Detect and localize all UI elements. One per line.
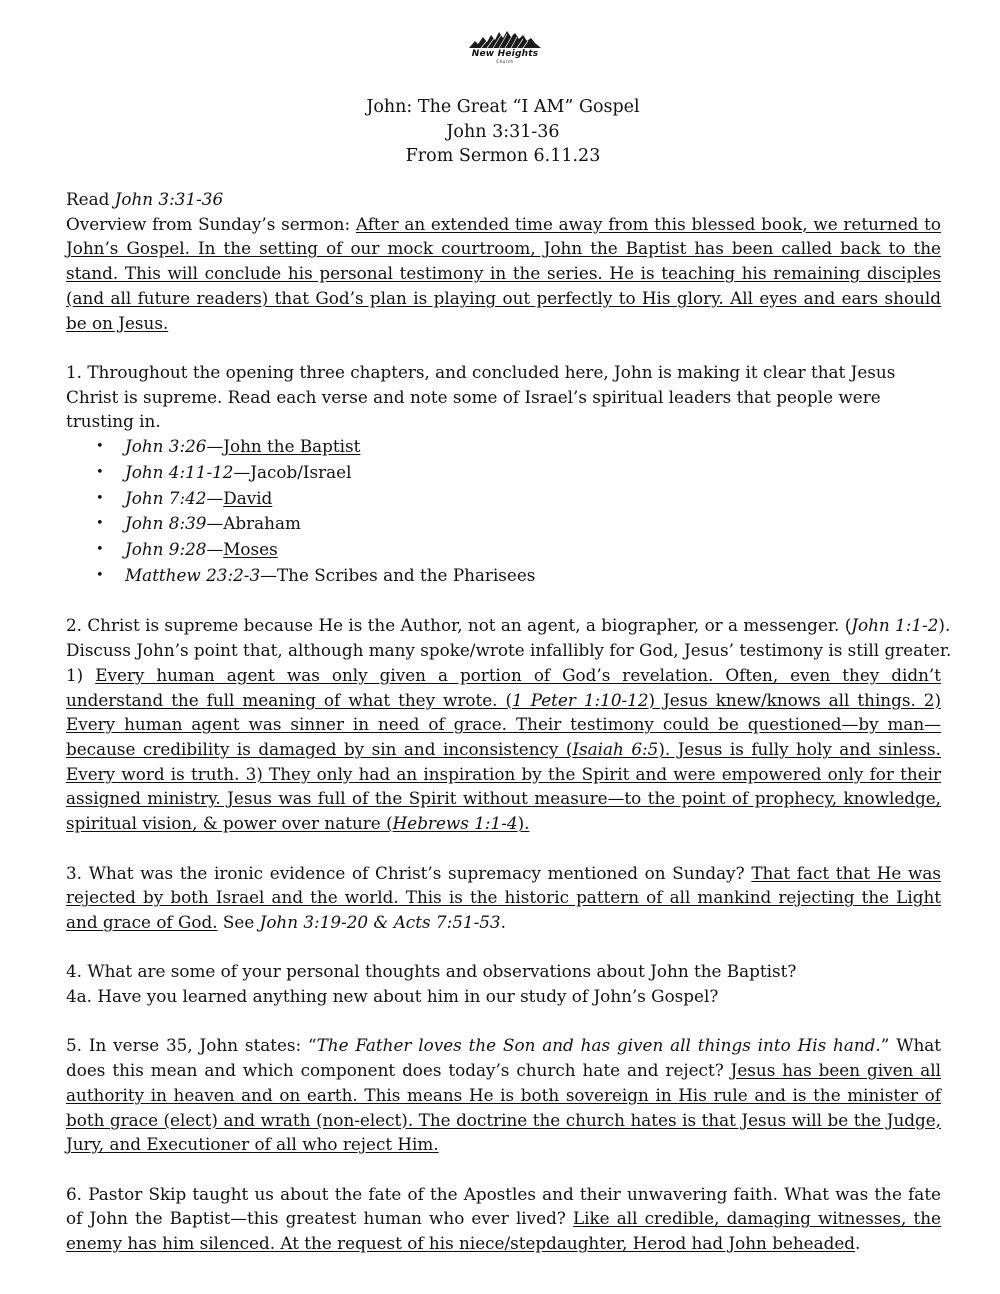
logo-subtitle: Church xyxy=(496,59,514,64)
verse-dash: — xyxy=(260,565,277,585)
mountain-logo-icon xyxy=(469,30,541,48)
reference: Isaiah 6:5 xyxy=(572,739,659,759)
verse-reference: John 9:28 xyxy=(125,539,207,560)
period: . xyxy=(500,911,506,932)
question-4 xyxy=(66,959,941,1008)
question-4a-text: 4a. Have you learned anything new about him in our study of John’s Gospel? xyxy=(66,986,719,1006)
overview-answer: After an extended time away from this blessed book, we returned to John’s Gospel. In the setting of our mock courtroom, John the Baptist has been called back to the stand. This will conclude his personal testimony in the series. He is teaching his remaining disciples (and all future readers) that God’s plan is playing out perfectly to His glory. All eyes and ears should be on Jesus. xyxy=(66,213,941,333)
question-2-line-1 xyxy=(66,613,951,638)
verse-answer: The Scribes and the Pharisees xyxy=(276,565,536,585)
question-4-text: 4. What are some of your personal thoughts and observations about John the Baptist? xyxy=(66,961,797,982)
question-2-text: 2. Christ is supreme because He is the Author, not an agent, a biographer, or a messenger. ( xyxy=(66,615,852,636)
verse-answer: Moses xyxy=(223,539,278,560)
read-reference: John 3:31-36 xyxy=(114,189,224,209)
document-passage: John 3:31-36 xyxy=(446,121,560,142)
bullet-icon: • xyxy=(96,568,104,583)
question-5 xyxy=(66,1033,941,1157)
bullet-icon: • xyxy=(96,516,104,532)
question-6-answer: Like all credible, damaging witnesses, the enemy has him silenced. At the request of his niece/stepdaughter, Herod had John beheaded xyxy=(66,1208,941,1253)
verse-dash: — xyxy=(206,539,224,560)
bullet-icon: • xyxy=(96,439,104,455)
list-item xyxy=(66,537,941,563)
verse-dash: — xyxy=(206,513,224,534)
verse-answer: John the Baptist xyxy=(223,436,361,457)
question-1 xyxy=(66,360,941,589)
document-source: From Sermon 6.11.23 xyxy=(405,146,601,166)
verse-answer: David xyxy=(223,487,273,508)
question-5-text: 5. In verse 35, John states: “ xyxy=(66,1035,317,1056)
document-header xyxy=(0,95,1000,169)
see-references: John 3:19-20 & Acts 7:51-53 xyxy=(259,911,501,932)
question-2-line-2: Discuss John’s point that, although many spoke/wrote infallibly for God, Jesus’ testimony is still greater. xyxy=(66,640,952,661)
question-2 xyxy=(66,613,952,835)
list-item xyxy=(66,486,941,512)
answer-text: ). Jesus is fully holy and sinless. Every word is truth. 3) They only had an inspiration by the Spirit and were empowered only for their assigned ministry. Jesus was full of the Spirit without measure—to the point of prophecy, knowledge, spiritual vision, & power over nature ( xyxy=(66,739,941,834)
verse-reference: John 4:11-12 xyxy=(125,461,234,482)
bullet-icon: • xyxy=(96,464,104,480)
study-body xyxy=(66,187,952,1280)
verse-dash: — xyxy=(233,461,251,482)
question-2-text-end: ). xyxy=(938,615,951,636)
question-6 xyxy=(66,1182,941,1256)
overview-label: Overview from Sunday’s sermon: xyxy=(66,213,356,234)
list-item xyxy=(66,434,941,460)
verse-answer: Abraham xyxy=(223,513,301,534)
bullet-icon: • xyxy=(96,490,104,506)
verse-reference: Matthew 23:2-3 xyxy=(125,565,261,585)
verse-answer: Jacob/Israel xyxy=(250,461,352,482)
question-3-answer: That fact that He was rejected by both Israel and the world. This is the historic pattern of all mankind rejecting the Light and grace of God. xyxy=(66,862,942,932)
verse-reference: John 7:42 xyxy=(125,487,207,508)
question-3 xyxy=(66,861,941,935)
church-logo xyxy=(463,30,547,76)
reference: 1 Peter 1:10-12 xyxy=(512,689,649,710)
answer-text: ) Jesus knew/knows all things. 2) Every human agent was sinner in need of grace. Their testimony could be questioned—by man—because credibility is damaged by sin and inconsistency ( xyxy=(66,689,941,759)
question-5-answer: Jesus has been given all authority in heaven and on earth. This means He is both sovereign in His rule and is the minister of both grace (elect) and wrath (non-elect). The doctrine the church hates is that Jesus will be the Judge, Jury, and Executioner of all who reject Him. xyxy=(66,1060,941,1155)
question-3-text: 3. What was the ironic evidence of Christ’s supremacy mentioned on Sunday? xyxy=(66,862,752,883)
verse-reference: John 8:39 xyxy=(125,513,207,534)
period: . xyxy=(855,1233,861,1253)
list-item xyxy=(66,460,941,486)
list-item xyxy=(66,511,941,537)
question-6-text: 6. Pastor Skip taught us about the fate of the Apostles and their unwavering faith. What was the fate of John the Baptist—this greatest human who ever lived? xyxy=(66,1183,941,1229)
question-1-text: 1. Throughout the opening three chapters, and concluded here, John is making it clear that Jesus Christ is supreme. Read each verse and note some of Israel’s spiritual leaders that people were trusting in. xyxy=(66,361,896,432)
reference: Hebrews 1:1-4 xyxy=(392,813,518,834)
answer-text: ). xyxy=(517,813,530,834)
bullet-icon: • xyxy=(96,542,104,558)
answer-text: Every human agent was only given a portion of God’s revelation. Often, even they didn’t understand the full meaning of what they wrote. ( xyxy=(66,664,941,710)
read-label: Read xyxy=(66,189,115,209)
logo-name: New Heights xyxy=(471,49,539,59)
see-label: See xyxy=(217,911,260,932)
list-item xyxy=(66,563,941,589)
intro-section xyxy=(66,187,941,335)
verse-dash: — xyxy=(206,436,224,457)
answer-number: 1) xyxy=(66,664,96,685)
question-5-quote: The Father loves the Son and has given all things into His hand. xyxy=(316,1035,881,1056)
question-5-text-cont: ” What does this mean and which component does today’s church hate and reject? xyxy=(66,1035,941,1081)
document-title: John: The Great “I AM” Gospel xyxy=(366,97,640,117)
question-1-verse-list xyxy=(66,434,941,589)
reference: John 1:1-2 xyxy=(851,615,939,636)
verse-dash: — xyxy=(206,487,224,508)
verse-reference: John 3:26 xyxy=(125,436,207,457)
question-2-answer xyxy=(66,663,941,836)
